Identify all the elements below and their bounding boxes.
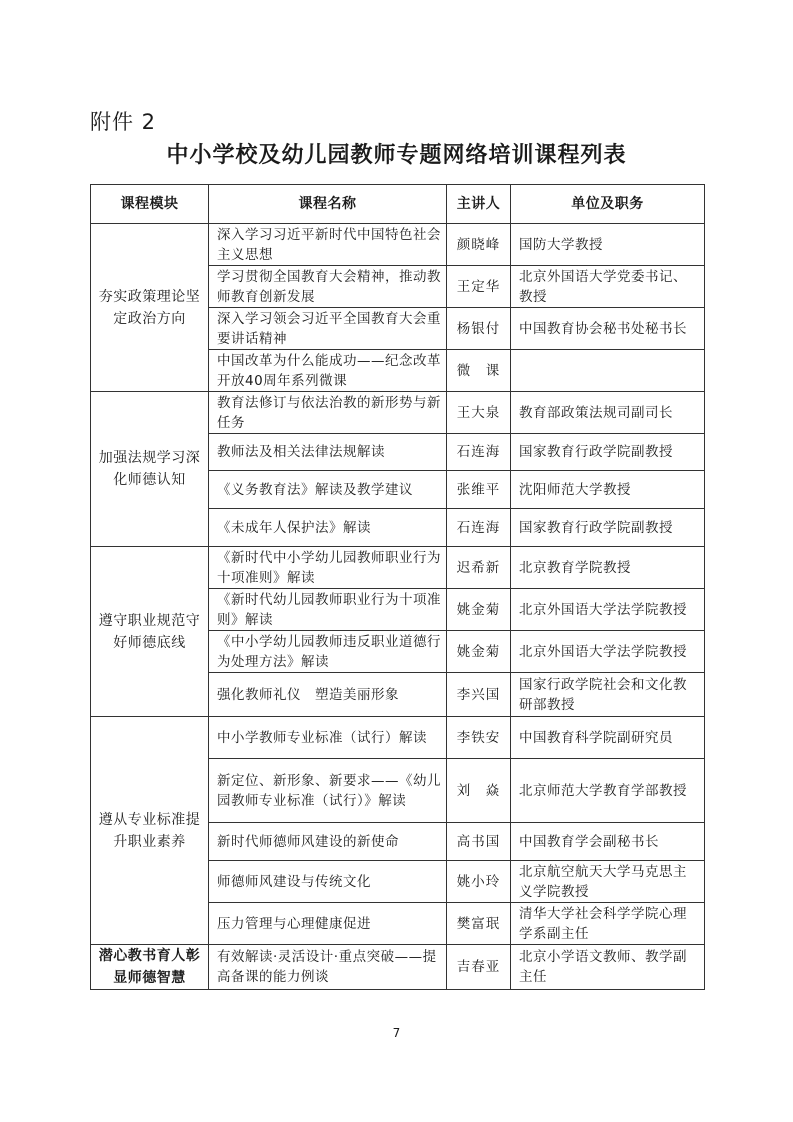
unit-position: 国家教育行政学院副教授 [511, 509, 705, 547]
speaker-name: 王定华 [447, 266, 511, 308]
course-name: 有效解读·灵活设计·重点突破——提高备课的能力例谈 [209, 945, 447, 990]
speaker-name: 高书国 [447, 823, 511, 861]
course-name: 师德师风建设与传统文化 [209, 861, 447, 903]
course-name: 深入学习习近平新时代中国特色社会主义思想 [209, 224, 447, 266]
course-name: 中国改革为什么能成功——纪念改革开放40周年系列微课 [209, 350, 447, 392]
table-row [91, 547, 705, 589]
speaker-name: 石连海 [447, 434, 511, 471]
module-cell: 潜心教书育人彰显师德智慧 [91, 945, 209, 990]
course-name: 中小学教师专业标准（试行）解读 [209, 717, 447, 759]
course-name: 压力管理与心理健康促进 [209, 903, 447, 945]
unit-position: 清华大学社会科学学院心理学系副主任 [511, 903, 705, 945]
course-name: 教育法修订与依法治教的新形势与新任务 [209, 392, 447, 434]
unit-position: 国家教育行政学院副教授 [511, 434, 705, 471]
unit-position: 教育部政策法规司副司长 [511, 392, 705, 434]
unit-position: 北京教育学院教授 [511, 547, 705, 589]
unit-position: 国防大学教授 [511, 224, 705, 266]
unit-position: 国家行政学院社会和文化教研部教授 [511, 673, 705, 717]
speaker-name: 樊富珉 [447, 903, 511, 945]
header-course: 课程名称 [209, 185, 447, 224]
course-name: 教师法及相关法律法规解读 [209, 434, 447, 471]
unit-position: 沈阳师范大学教授 [511, 471, 705, 509]
speaker-name: 张维平 [447, 471, 511, 509]
module-cell: 夯实政策理论坚定政治方向 [91, 224, 209, 392]
speaker-name: 李铁安 [447, 717, 511, 759]
speaker-name: 王大泉 [447, 392, 511, 434]
table-row [91, 945, 705, 990]
speaker-name: 微 课 [447, 350, 511, 392]
unit-position: 北京师范大学教育学部教授 [511, 759, 705, 823]
attachment-label: 附件 2 [90, 110, 157, 134]
page-number: 7 [392, 1026, 401, 1040]
unit-position: 中国教育协会秘书处秘书长 [511, 308, 705, 350]
course-name: 《义务教育法》解读及教学建议 [209, 471, 447, 509]
course-name: 《中小学幼儿园教师违反职业道德行为处理方法》解读 [209, 631, 447, 673]
module-cell: 加强法规学习深化师德认知 [91, 392, 209, 547]
course-name: 深入学习领会习近平全国教育大会重要讲话精神 [209, 308, 447, 350]
header-unit: 单位及职务 [511, 185, 705, 224]
unit-position: 中国教育科学院副研究员 [511, 717, 705, 759]
speaker-name: 刘 焱 [447, 759, 511, 823]
unit-position: 北京外国语大学法学院教授 [511, 589, 705, 631]
table-header-row [91, 185, 705, 224]
speaker-name: 姚金菊 [447, 631, 511, 673]
unit-position: 北京航空航天大学马克思主义学院教授 [511, 861, 705, 903]
unit-position: 北京外国语大学法学院教授 [511, 631, 705, 673]
speaker-name: 姚小玲 [447, 861, 511, 903]
course-name: 新时代师德师风建设的新使命 [209, 823, 447, 861]
speaker-name: 石连海 [447, 509, 511, 547]
course-name: 《新时代中小学幼儿园教师职业行为十项准则》解读 [209, 547, 447, 589]
module-cell: 遵从专业标准提升职业素养 [91, 717, 209, 945]
speaker-name: 颜晓峰 [447, 224, 511, 266]
speaker-name: 姚金菊 [447, 589, 511, 631]
course-table [90, 184, 705, 990]
course-name: 《未成年人保护法》解读 [209, 509, 447, 547]
table-row [91, 224, 705, 266]
speaker-name: 李兴国 [447, 673, 511, 717]
course-name: 《新时代幼儿园教师职业行为十项准则》解读 [209, 589, 447, 631]
unit-position: 北京小学语文教师、教学副主任 [511, 945, 705, 990]
course-name: 新定位、新形象、新要求——《幼儿园教师专业标准（试行）》解读 [209, 759, 447, 823]
speaker-name: 杨银付 [447, 308, 511, 350]
module-cell: 遵守职业规范守好师德底线 [91, 547, 209, 717]
table-row [91, 717, 705, 759]
table-row [91, 392, 705, 434]
course-name: 强化教师礼仪 塑造美丽形象 [209, 673, 447, 717]
page-title: 中小学校及幼儿园教师专题网络培训课程列表 [166, 142, 627, 168]
course-name: 学习贯彻全国教育大会精神，推动教师教育创新发展 [209, 266, 447, 308]
speaker-name: 吉春亚 [447, 945, 511, 990]
unit-position: 中国教育学会副秘书长 [511, 823, 705, 861]
header-speaker: 主讲人 [447, 185, 511, 224]
speaker-name: 迟希新 [447, 547, 511, 589]
unit-position [511, 350, 705, 392]
header-module: 课程模块 [91, 185, 209, 224]
unit-position: 北京外国语大学党委书记、教授 [511, 266, 705, 308]
